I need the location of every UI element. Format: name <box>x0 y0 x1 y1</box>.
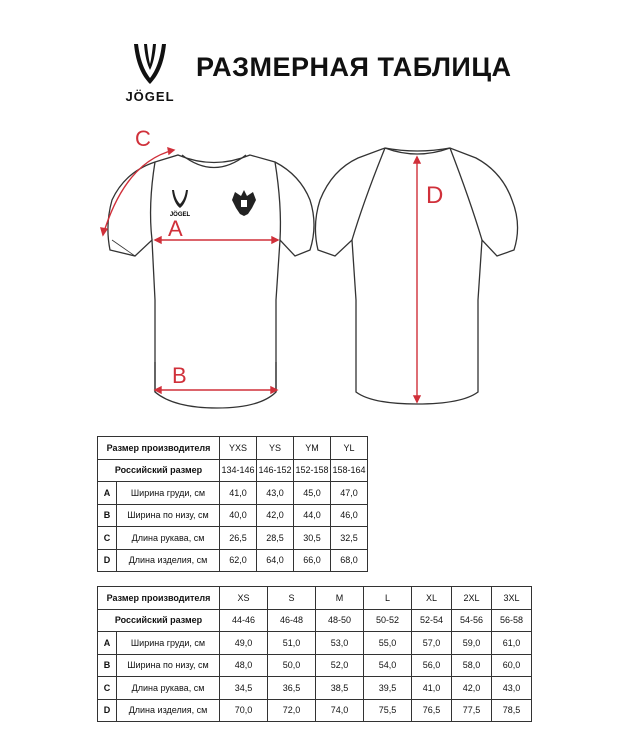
back-measures <box>414 157 420 402</box>
value-cell: 39,5 <box>364 677 412 700</box>
value-cell: 41,0 <box>412 677 452 700</box>
table-row <box>98 609 532 632</box>
value-cell: 56,0 <box>412 654 452 677</box>
value-cell: 40,0 <box>220 504 257 527</box>
value-cell: 42,0 <box>452 677 492 700</box>
adult-size-table <box>97 586 532 722</box>
measure-name: Ширина по низу, см <box>117 654 220 677</box>
value-cell: 72,0 <box>268 699 316 722</box>
value-cell: 43,0 <box>257 482 294 505</box>
russian-size-cell: 48-50 <box>316 609 364 632</box>
value-cell: 78,5 <box>492 699 532 722</box>
brand-logo-text: JÖGEL <box>125 89 175 104</box>
page-title: РАЗМЕРНАЯ ТАБЛИЦА <box>196 52 512 82</box>
value-cell: 46,0 <box>331 504 368 527</box>
front-shirt-outline <box>108 155 314 408</box>
value-cell: 26,5 <box>220 527 257 550</box>
table-row <box>98 587 532 610</box>
value-cell: 49,0 <box>220 632 268 655</box>
value-cell: 55,0 <box>364 632 412 655</box>
measure-letter: A <box>98 632 117 655</box>
measure-name: Ширина груди, см <box>117 632 220 655</box>
measure-name: Длина рукава, см <box>117 527 220 550</box>
size-cell: S <box>268 587 316 610</box>
measure-name: Длина изделия, см <box>117 549 220 572</box>
value-cell: 57,0 <box>412 632 452 655</box>
front-shirt <box>108 155 314 408</box>
value-cell: 45,0 <box>294 482 331 505</box>
value-cell: 53,0 <box>316 632 364 655</box>
value-cell: 68,0 <box>331 549 368 572</box>
russian-size-cell: 158-164 <box>331 459 368 482</box>
size-cell: YS <box>257 437 294 460</box>
value-cell: 44,0 <box>294 504 331 527</box>
manufacturer-size-label: Размер производителя <box>98 437 220 460</box>
measure-letter: A <box>98 482 117 505</box>
table-row <box>98 459 368 482</box>
label-c: C <box>135 126 151 151</box>
russian-size-label: Российский размер <box>98 459 220 482</box>
front-chest-logo <box>170 190 191 218</box>
size-cell: YL <box>331 437 368 460</box>
value-cell: 50,0 <box>268 654 316 677</box>
table-row <box>98 504 368 527</box>
table-row <box>98 654 532 677</box>
value-cell: 60,0 <box>492 654 532 677</box>
russian-size-cell: 44-46 <box>220 609 268 632</box>
table-row <box>98 677 532 700</box>
youth-size-table <box>97 436 368 572</box>
measure-letter: B <box>98 654 117 677</box>
russian-size-cell: 56-58 <box>492 609 532 632</box>
value-cell: 41,0 <box>220 482 257 505</box>
size-cell: 2XL <box>452 587 492 610</box>
value-cell: 77,5 <box>452 699 492 722</box>
value-cell: 61,0 <box>492 632 532 655</box>
table-row <box>98 482 368 505</box>
value-cell: 62,0 <box>220 549 257 572</box>
eagle-emblem-icon <box>232 190 256 216</box>
russian-size-cell: 50-52 <box>364 609 412 632</box>
label-d: D <box>426 182 444 209</box>
value-cell: 75,5 <box>364 699 412 722</box>
measure-letter: C <box>98 527 117 550</box>
measure-letter: C <box>98 677 117 700</box>
russian-size-cell: 46-48 <box>268 609 316 632</box>
measure-letter: D <box>98 549 117 572</box>
measure-name: Ширина груди, см <box>117 482 220 505</box>
value-cell: 59,0 <box>452 632 492 655</box>
russian-size-cell: 146-152 <box>257 459 294 482</box>
size-cell: M <box>316 587 364 610</box>
value-cell: 76,5 <box>412 699 452 722</box>
value-cell: 58,0 <box>452 654 492 677</box>
table-row <box>98 699 532 722</box>
value-cell: 47,0 <box>331 482 368 505</box>
value-cell: 36,5 <box>268 677 316 700</box>
value-cell: 34,5 <box>220 677 268 700</box>
table-row <box>98 527 368 550</box>
measure-name: Ширина по низу, см <box>117 504 220 527</box>
front-logo-text: JÖGEL <box>169 212 191 218</box>
table-row <box>98 437 368 460</box>
size-cell: L <box>364 587 412 610</box>
value-cell: 64,0 <box>257 549 294 572</box>
size-cell: 3XL <box>492 587 532 610</box>
label-b: B <box>172 363 187 388</box>
value-cell: 70,0 <box>220 699 268 722</box>
value-cell: 54,0 <box>364 654 412 677</box>
size-cell: XL <box>412 587 452 610</box>
value-cell: 42,0 <box>257 504 294 527</box>
value-cell: 74,0 <box>316 699 364 722</box>
russian-size-label: Российский размер <box>98 609 220 632</box>
value-cell: 43,0 <box>492 677 532 700</box>
measure-name: Длина рукава, см <box>117 677 220 700</box>
value-cell: 51,0 <box>268 632 316 655</box>
value-cell: 28,5 <box>257 527 294 550</box>
measure-letter: B <box>98 504 117 527</box>
size-cell: YXS <box>220 437 257 460</box>
manufacturer-size-label: Размер производителя <box>98 587 220 610</box>
measure-letter: D <box>98 699 117 722</box>
value-cell: 66,0 <box>294 549 331 572</box>
value-cell: 48,0 <box>220 654 268 677</box>
russian-size-cell: 54-56 <box>452 609 492 632</box>
front-measures <box>101 148 278 393</box>
value-cell: 52,0 <box>316 654 364 677</box>
value-cell: 38,5 <box>316 677 364 700</box>
value-cell: 30,5 <box>294 527 331 550</box>
table-row <box>98 549 368 572</box>
size-cell: XS <box>220 587 268 610</box>
value-cell: 32,5 <box>331 527 368 550</box>
russian-size-cell: 52-54 <box>412 609 452 632</box>
russian-size-cell: 152-158 <box>294 459 331 482</box>
measure-name: Длина изделия, см <box>117 699 220 722</box>
table-row <box>98 632 532 655</box>
russian-size-cell: 134-146 <box>220 459 257 482</box>
size-cell: YM <box>294 437 331 460</box>
label-a: A <box>168 216 183 241</box>
